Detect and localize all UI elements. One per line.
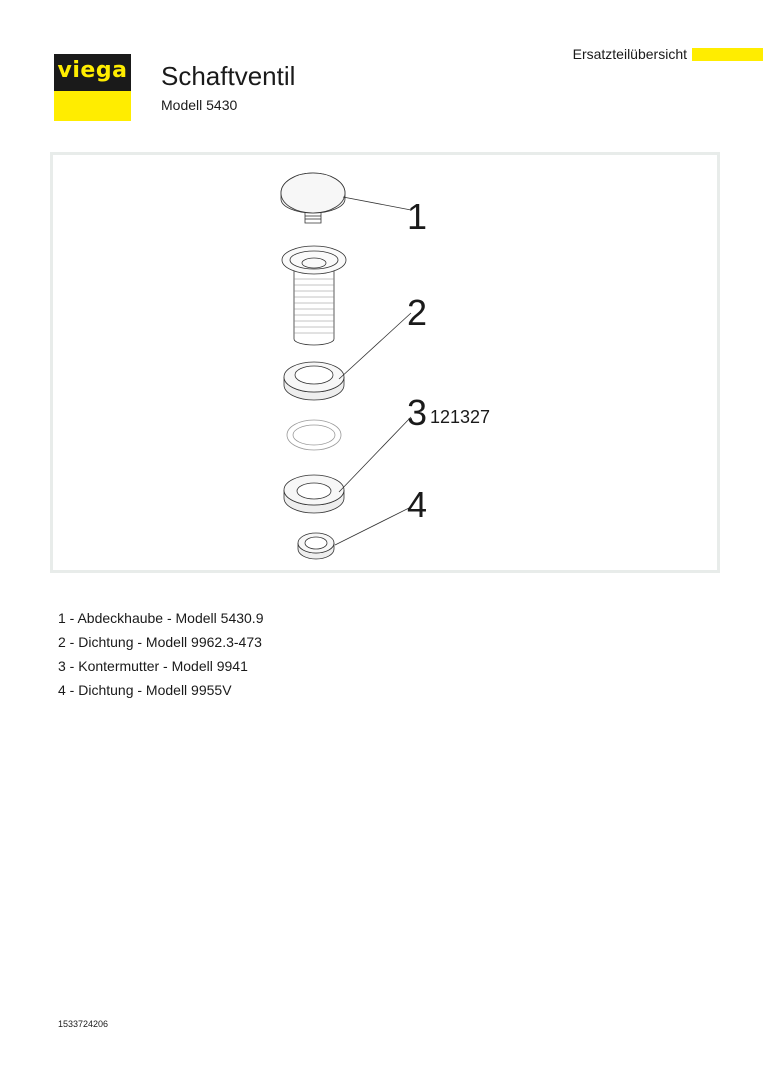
callout-4: 4 bbox=[407, 484, 428, 525]
parts-list-item: 2 - Dichtung - Modell 9962.3-473 bbox=[58, 634, 262, 650]
leader-line-4 bbox=[335, 507, 411, 545]
callout-3: 3 bbox=[407, 392, 428, 433]
gasket-part bbox=[284, 362, 344, 400]
viega-logo bbox=[54, 54, 131, 121]
leader-line-2 bbox=[339, 313, 411, 379]
parts-list-item: 4 - Dichtung - Modell 9955V bbox=[58, 682, 232, 698]
lock-nut-part bbox=[284, 475, 344, 513]
callout-2: 2 bbox=[407, 292, 428, 333]
exploded-view-drawing bbox=[53, 155, 717, 570]
callout-1: 1 bbox=[407, 196, 428, 237]
thin-ring-part bbox=[287, 420, 341, 450]
leader-line-3 bbox=[339, 417, 411, 492]
page-title: Schaftventil bbox=[161, 61, 296, 91]
parts-list-item: 3 - Kontermutter - Modell 9941 bbox=[58, 658, 248, 674]
logo-wordmark: viega bbox=[57, 58, 128, 83]
leader-line-1 bbox=[343, 197, 411, 210]
cover-cap-part bbox=[281, 173, 345, 223]
threaded-shaft-part bbox=[282, 246, 346, 345]
parts-list-item: 1 - Abdeckhaube - Modell 5430.9 bbox=[58, 610, 264, 626]
logo-yellow-block bbox=[54, 91, 131, 121]
document-type-bar bbox=[692, 48, 763, 61]
page-subtitle: Modell 5430 bbox=[161, 97, 238, 113]
parts-list bbox=[58, 606, 263, 702]
logo-black-block bbox=[54, 54, 131, 91]
exploded-view-figure bbox=[50, 152, 720, 573]
document-id: 1533724206 bbox=[58, 1019, 109, 1029]
drawing-reference-number: 121327 bbox=[430, 407, 491, 427]
document-type-label: Ersatzteilübersicht bbox=[572, 46, 687, 62]
small-gasket-part bbox=[298, 533, 334, 559]
